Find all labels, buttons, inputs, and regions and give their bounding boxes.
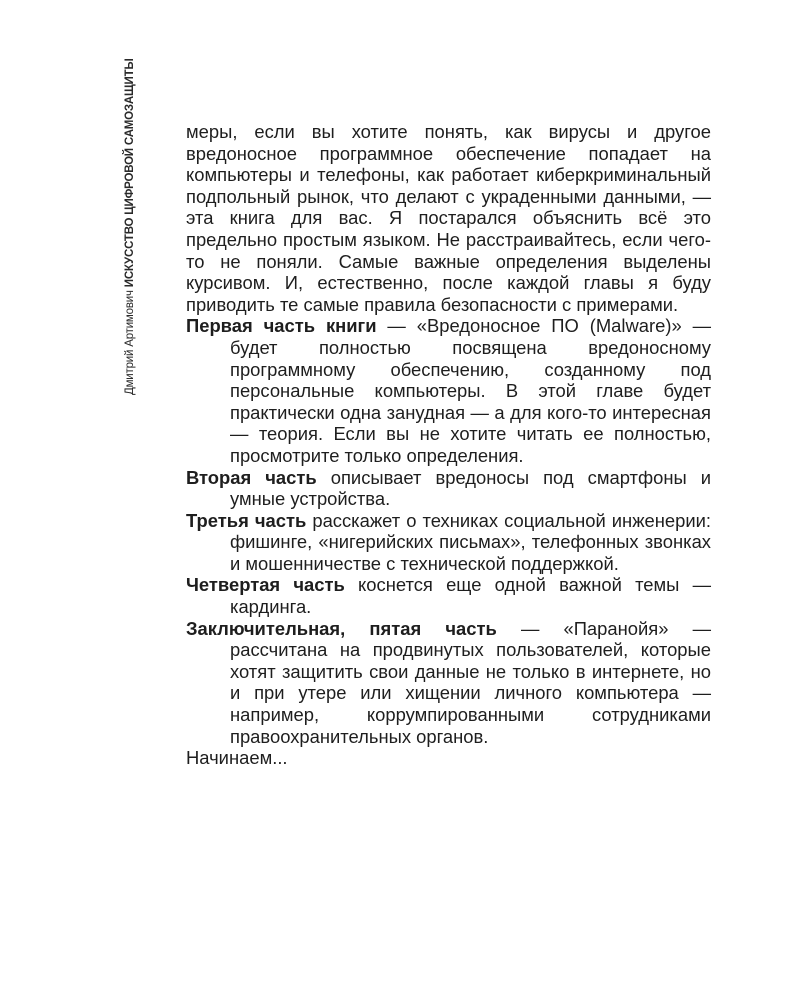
part-three-text: расскажет о техниках социальной инженерии: фишинге, «нигерийских письмах», телефонных звонках и мошенничестве с технической поддержкой.	[230, 509, 711, 574]
part-two-text: описывает вредоносы под смартфоны и умные устройства.	[230, 466, 711, 510]
part-three-paragraph	[186, 510, 711, 575]
part-two-lead: Вторая часть	[186, 466, 317, 488]
page-text	[186, 121, 711, 769]
part-one-lead: Первая часть книги	[186, 315, 377, 337]
part-five-paragraph	[186, 618, 711, 748]
running-head	[123, 59, 137, 396]
part-one-paragraph	[186, 315, 711, 466]
running-head-title: ИСКУССТВО ЦИФРОВОЙ САМОЗАЩИТЫ	[124, 58, 136, 288]
part-five-lead: Заключительная, пятая часть	[186, 617, 497, 639]
part-five-text: — «Паранойя» — рассчитана на продвинутых пользователей, которые хотят защитить свои данные не только в интернете, но и при утере или хищении личного компьютера — например, коррумпированными сотрудниками правоохранительных органов.	[230, 617, 711, 747]
part-one-text: — «Вредоносное ПО (Malware)» — будет полностью посвящена вредоносному программному обеспечению, созданному под персональные компьютеры. В этой главе будет практически одна занудная — а для кого-то интересная — теория. Если вы не хотите читать ее полностью, просмотрите только определения.	[230, 315, 711, 466]
part-three-lead: Третья часть	[186, 509, 307, 531]
part-four-lead: Четвертая часть	[186, 574, 345, 596]
part-four-paragraph	[186, 574, 711, 617]
running-head-author: Дмитрий Артимович	[124, 290, 136, 395]
closing-line: Начинаем...	[186, 747, 288, 769]
part-four-text: коснется еще одной важной темы — кардинга.	[230, 574, 711, 618]
part-two-paragraph	[186, 467, 711, 510]
intro-paragraph: меры, если вы хотите понять, как вирусы и другое вредоносное программное обеспечение попадает на компьютеры и телефоны, как работает киберкриминальный подпольный рынок, что делают с украденными данными, — эта книга для вас. Я постарался объяснить всё это предельно простым языком. Не расстраивайтесь, если чего-то не поняли. Самые важные определения выделены курсивом. И, естественно, после каждой главы я буду приводить те самые правила безопасности с примерами.	[186, 121, 711, 315]
